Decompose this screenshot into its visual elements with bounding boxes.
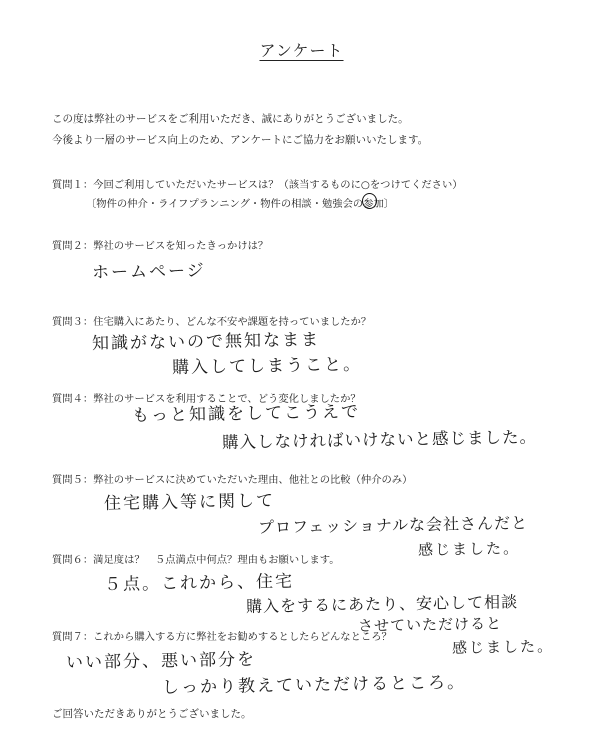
answer-5-line-1: 住宅購入等に関して — [103, 491, 276, 514]
question-5: 質問５：弊社のサービスに決めていただいた理由、他社との比較（仲介のみ） — [52, 474, 413, 486]
answer-5-line-3: 感じました。 — [417, 539, 521, 559]
question-7: 質問７：これから購入する方に弊社をお勧めするとしたらどんなところ？ — [52, 631, 392, 643]
answer-3-line-2: 購入してしまうこと。 — [171, 354, 363, 378]
question-3: 質問３：住宅購入にあたり、どんな不安や課題を持っていましたか？ — [52, 316, 372, 328]
answer-6-line-2: 購入をするにあたり、安心して相談 — [245, 592, 519, 616]
answer-6-line-1: ５点。これから、住宅 — [103, 571, 295, 595]
closing-text: ご回答いただきありがとうございました。 — [52, 708, 252, 720]
answer-4-line-2: 購入しなければいけないと感じました。 — [221, 427, 538, 452]
answer-6-line-3: させていただけると — [357, 614, 503, 635]
answer-5-line-2: プロフェッショナルな会社さんだと — [257, 513, 529, 537]
question-6: 質問６：満足度は？ ５点満点中何点？理由もお願いします。 — [52, 554, 340, 566]
question-2: 質問２：弊社のサービスを知ったきっかけは？ — [52, 240, 269, 252]
intro-line-2: 今後より一層のサービス向上のため、アンケートにご協力をお願いいたします。 — [52, 134, 429, 146]
answer-7-line-1: いい部分、悪い部分を — [65, 649, 257, 673]
page-title: アンケート — [259, 41, 344, 60]
answer-2-line-1: ホームページ — [91, 261, 206, 283]
answer-circle-mark — [362, 193, 377, 209]
answer-4-line-1: もっと知識をしてこうえで — [131, 402, 361, 426]
question-1: 質問１：今回ご利用していただいたサービスは？（該当するものに○をつけてください） — [52, 179, 463, 191]
question-1-options: 〔物件の仲介・ライフプランニング・物件の相談・勉強会の参加〕 — [86, 198, 395, 210]
question-4: 質問４：弊社のサービスを利用することで、どう変化しましたか？ — [52, 393, 361, 405]
answer-6-line-4: 感じました。 — [451, 637, 555, 657]
answer-3-line-1: 知識がないので無知なまま — [91, 330, 321, 354]
answer-7-line-2: しっかり教えていただけるところ。 — [161, 672, 467, 698]
intro-line-1: この度は弊社のサービスをご利用いただき、誠にありがとうございました。 — [52, 113, 409, 125]
